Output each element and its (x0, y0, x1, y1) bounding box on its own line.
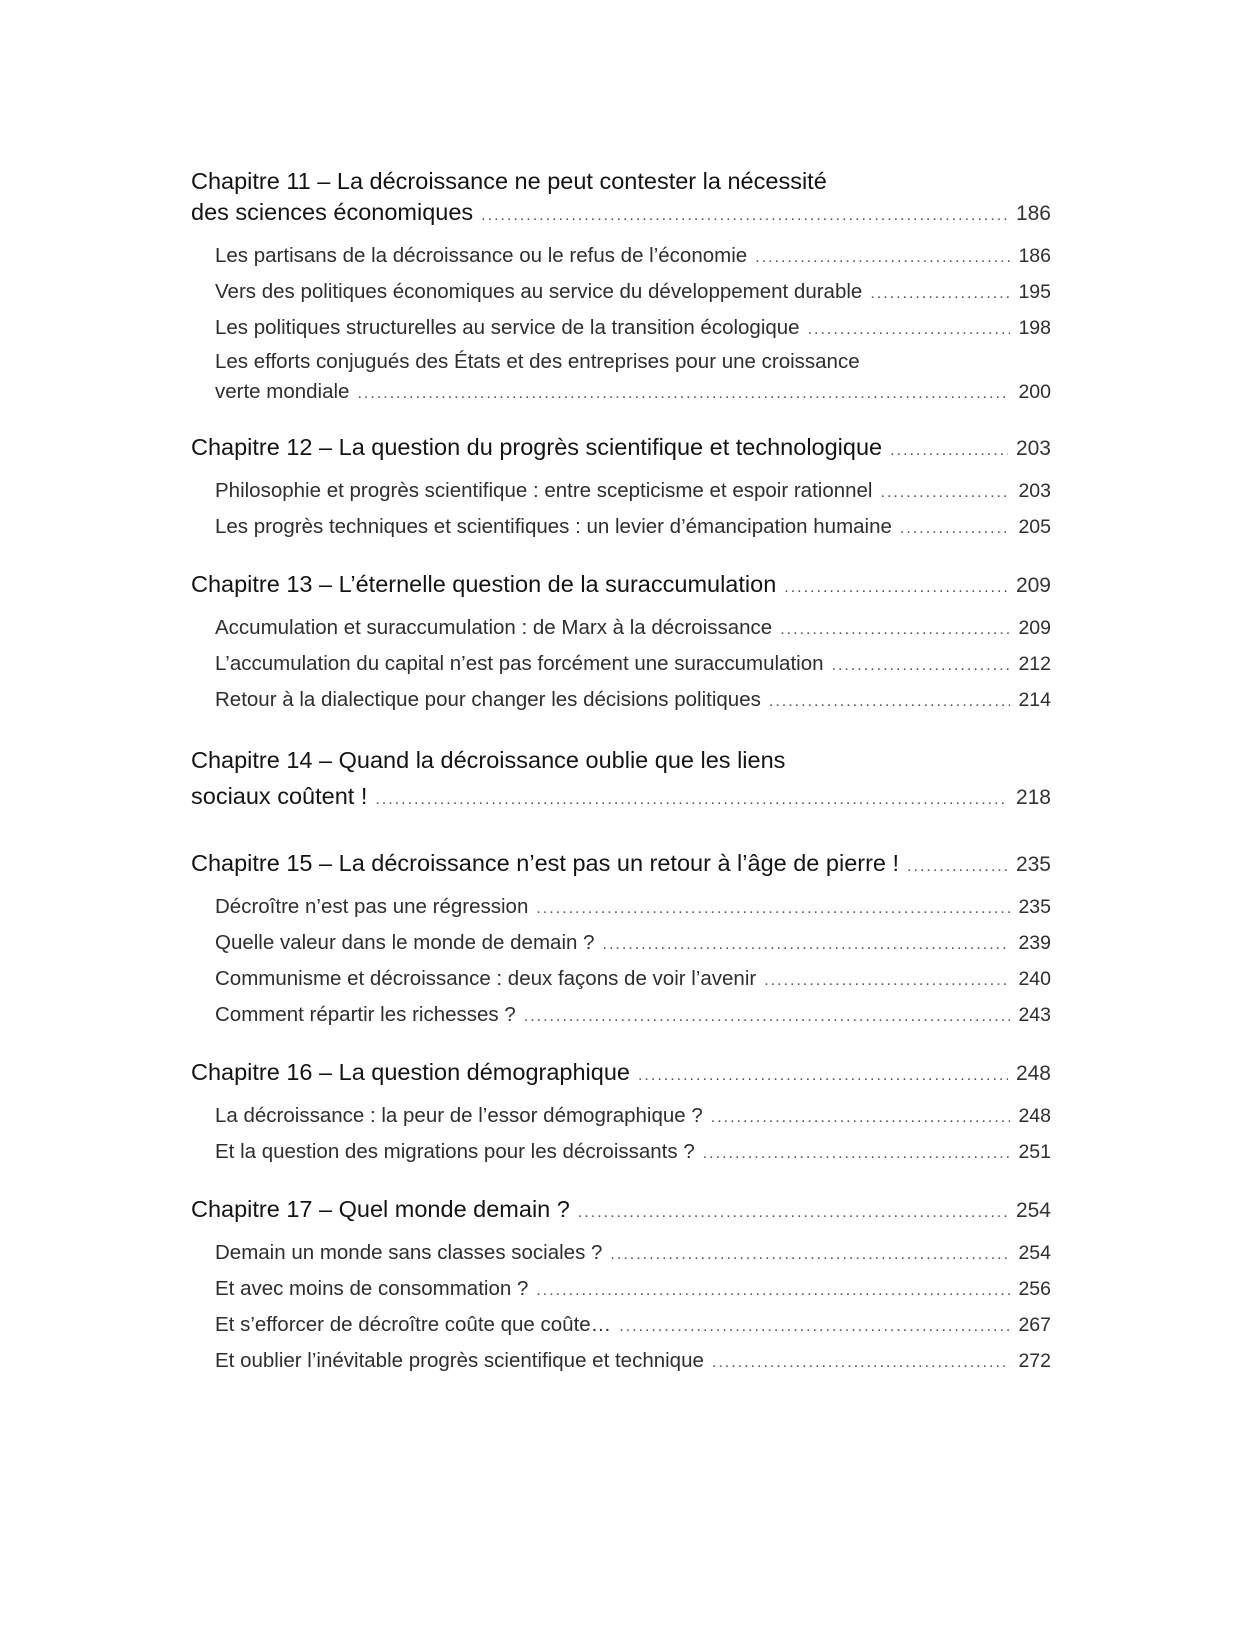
toc-section[interactable] (215, 1135, 1051, 1171)
toc-section[interactable] (215, 1099, 1051, 1135)
page-number: 186 (1018, 245, 1051, 267)
toc-section[interactable] (215, 1236, 1051, 1272)
toc-section[interactable] (215, 1344, 1051, 1380)
section-title: Et la question des migrations pour les décroissants ? (215, 1140, 695, 1163)
chapter-title-line1: Chapitre 11 – La décroissance ne peut contester la nécessité (191, 168, 827, 194)
page-number: 205 (1018, 516, 1051, 538)
page-number: 248 (1015, 1062, 1051, 1085)
dot-leader (357, 379, 1010, 409)
toc-section[interactable] (215, 611, 1051, 647)
toc-section[interactable] (215, 474, 1051, 510)
dot-leader (712, 1346, 1011, 1380)
page-number: 272 (1018, 1350, 1051, 1372)
toc-section[interactable] (215, 311, 1051, 347)
section-title-line1: Les efforts conjugués des États et des entreprises pour une croissance (215, 350, 860, 373)
section-title: Et oublier l’inévitable progrès scientifique et technique (215, 1349, 704, 1372)
page-number: 267 (1018, 1314, 1051, 1336)
section-title: Les progrès techniques et scientifiques : un levier d’émancipation humaine (215, 515, 892, 538)
toc-section[interactable] (215, 510, 1051, 546)
section-title: Communisme et décroissance : deux façons de voir l’avenir (215, 967, 757, 990)
table-of-contents (191, 166, 1051, 1403)
toc-section[interactable] (215, 1308, 1051, 1344)
dot-leader (900, 512, 1011, 546)
section-list (191, 474, 1051, 546)
toc-chapter-14 (191, 742, 1051, 818)
dot-leader (808, 313, 1011, 347)
dot-leader (907, 851, 1008, 882)
section-list (191, 890, 1051, 1034)
section-list (191, 1099, 1051, 1171)
chapter-title[interactable] (191, 569, 1051, 603)
page-number: 254 (1015, 1199, 1051, 1222)
page-number: 235 (1015, 853, 1051, 876)
toc-chapter-16 (191, 1057, 1051, 1171)
dot-leader (711, 1101, 1011, 1135)
section-title: Philosophie et progrès scientifique : entre scepticisme et espoir rationnel (215, 479, 873, 502)
page-number: 203 (1015, 437, 1051, 460)
page-number: 198 (1018, 317, 1051, 339)
section-title: Et avec moins de consommation ? (215, 1277, 529, 1300)
dot-leader (832, 649, 1011, 683)
page-number: 186 (1015, 202, 1051, 225)
dot-leader (536, 892, 1010, 926)
toc-section[interactable] (215, 239, 1051, 275)
section-title-line2: verte mondiale (215, 380, 350, 403)
dot-leader (881, 476, 1011, 510)
section-title: Quelle valeur dans le monde de demain ? (215, 931, 595, 954)
page-number: 243 (1018, 1004, 1051, 1026)
chapter-title-text: Chapitre 12 – La question du progrès scientifique et technologique (191, 434, 883, 460)
toc-chapter-12 (191, 432, 1051, 546)
toc-section[interactable] (215, 890, 1051, 926)
section-title: L’accumulation du capital n’est pas forcément une suraccumulation (215, 652, 824, 675)
dot-leader (578, 1197, 1008, 1228)
chapter-title[interactable] (191, 1057, 1051, 1091)
dot-leader (524, 1000, 1011, 1034)
chapter-title-text: Chapitre 16 – La question démographique (191, 1059, 630, 1085)
toc-section[interactable] (215, 347, 1051, 409)
section-title: Et s’efforcer de décroître coûte que coûte… (215, 1313, 612, 1336)
toc-chapter-15 (191, 848, 1051, 1034)
dot-leader (375, 782, 1008, 818)
toc-chapter-13 (191, 569, 1051, 719)
dot-leader (870, 277, 1010, 311)
chapter-title-line2: sociaux coûtent ! (191, 783, 368, 809)
page-number: 254 (1018, 1242, 1051, 1264)
toc-section[interactable] (215, 1272, 1051, 1308)
chapter-title[interactable] (191, 1194, 1051, 1228)
chapter-title-text: Chapitre 17 – Quel monde demain ? (191, 1196, 570, 1222)
dot-leader (610, 1238, 1010, 1272)
chapter-title-line1: Chapitre 14 – Quand la décroissance oublie que les liens (191, 747, 786, 773)
chapter-title-text: Chapitre 15 – La décroissance n’est pas un retour à l’âge de pierre ! (191, 850, 900, 876)
toc-section[interactable] (215, 962, 1051, 998)
section-title: Accumulation et suraccumulation : de Marx à la décroissance (215, 616, 773, 639)
section-list (191, 1236, 1051, 1380)
dot-leader (638, 1060, 1008, 1091)
chapter-title[interactable] (191, 848, 1051, 882)
dot-leader (481, 200, 1008, 231)
toc-chapter-11 (191, 166, 1051, 409)
page-number: 248 (1018, 1105, 1051, 1127)
page-number: 218 (1015, 786, 1051, 809)
section-title: La décroissance : la peur de l’essor démographique ? (215, 1104, 703, 1127)
chapter-title-line2: des sciences économiques (191, 199, 474, 225)
toc-section[interactable] (215, 683, 1051, 719)
section-list (191, 611, 1051, 719)
dot-leader (703, 1137, 1011, 1171)
page-number: 200 (1018, 381, 1051, 403)
section-title: Les politiques structurelles au service de la transition écologique (215, 316, 800, 339)
section-title: Vers des politiques économiques au service du développement durable (215, 280, 863, 303)
chapter-title-text: Chapitre 13 – L’éternelle question de la suraccumulation (191, 571, 777, 597)
toc-chapter-17 (191, 1194, 1051, 1380)
toc-section[interactable] (215, 998, 1051, 1034)
toc-section[interactable] (215, 275, 1051, 311)
dot-leader (603, 928, 1011, 962)
page-number: 212 (1018, 653, 1051, 675)
chapter-title[interactable] (191, 742, 1051, 818)
chapter-title[interactable] (191, 432, 1051, 466)
dot-leader (755, 241, 1010, 275)
page-number: 214 (1018, 689, 1051, 711)
page-number: 195 (1018, 281, 1051, 303)
dot-leader (890, 435, 1008, 466)
page-number: 240 (1018, 968, 1051, 990)
toc-section[interactable] (215, 647, 1051, 683)
page-number: 235 (1018, 896, 1051, 918)
section-title: Demain un monde sans classes sociales ? (215, 1241, 603, 1264)
page-number: 251 (1018, 1141, 1051, 1163)
section-list (191, 239, 1051, 409)
page-number: 256 (1018, 1278, 1051, 1300)
toc-section[interactable] (215, 926, 1051, 962)
section-title: Retour à la dialectique pour changer les décisions politiques (215, 688, 761, 711)
dot-leader (784, 572, 1008, 603)
dot-leader (619, 1310, 1010, 1344)
dot-leader (769, 685, 1011, 719)
page-number: 203 (1018, 480, 1051, 502)
section-title: Comment répartir les richesses ? (215, 1003, 516, 1026)
page-number: 209 (1018, 617, 1051, 639)
dot-leader (780, 613, 1010, 647)
section-title: Les partisans de la décroissance ou le refus de l’économie (215, 244, 748, 267)
page-number: 239 (1018, 932, 1051, 954)
section-title: Décroître n’est pas une régression (215, 895, 529, 918)
page-number: 209 (1015, 574, 1051, 597)
dot-leader (764, 964, 1010, 998)
dot-leader (536, 1274, 1010, 1308)
chapter-title[interactable] (191, 166, 1051, 231)
